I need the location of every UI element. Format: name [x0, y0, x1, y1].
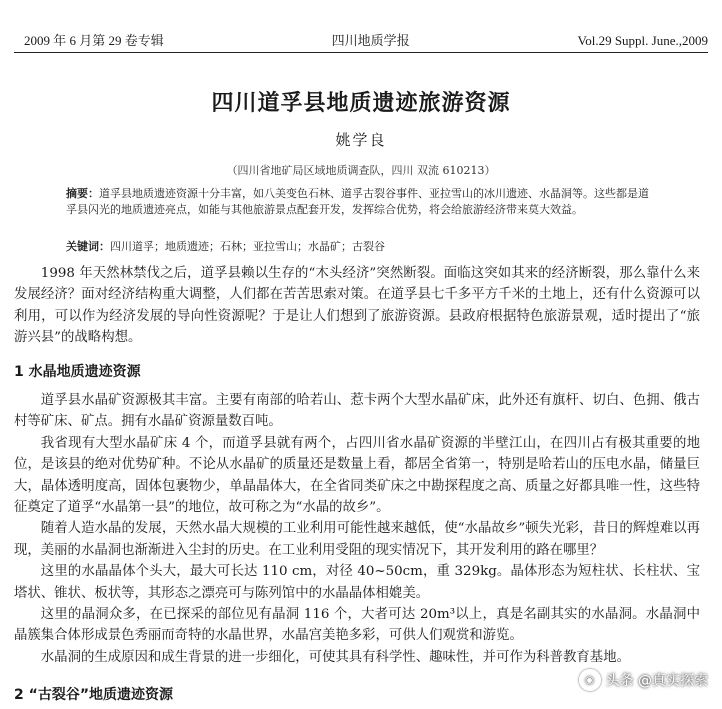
- section-2-heading: 2 “古裂谷”地质遗迹资源: [14, 687, 174, 703]
- article-title: 四川道孚县地质遗迹旅游资源: [211, 91, 511, 116]
- section-1-heading: 1 水晶地质遗迹资源: [14, 364, 141, 380]
- keywords-text: 四川道孚；地质遗迹；石林；亚拉雪山；水晶矿；古裂谷: [110, 240, 385, 253]
- abstract: [66, 186, 656, 218]
- section-1-paragraph: 这里的水晶晶体个头大，最大可长达 110 cm，对径 40~50cm，重 329kg。晶体形态为短柱状、长柱状、宝塔状、锥状、板状等，其形态之漂亮可与陈列馆中的水晶晶体相媲美。: [14, 564, 700, 601]
- header-journal: 四川地质学报: [331, 33, 410, 48]
- abstract-label: 摘要：: [66, 187, 99, 200]
- abstract-text: 道孚县地质遗迹资源十分丰富，如八美变色石林、道孚古裂谷事件、亚拉雪山的冰川遗迹、水晶洞等。这些都是道孚县闪光的地质遗迹亮点，如能与其他旅游景点配套开发，发挥综合优势，将会给旅游经济带来莫大效益。: [66, 187, 649, 216]
- header-rule: [14, 52, 708, 53]
- header-issue: 2009 年 6 月第 29 卷专辑: [24, 33, 164, 48]
- section-1-body: [14, 390, 700, 668]
- article-affiliation: （四川省地矿局区域地质调查队，四川 双流 610213）: [226, 164, 496, 177]
- keywords: [66, 238, 656, 254]
- watermark: [579, 669, 708, 691]
- section-1-paragraph: 这里的晶洞众多，在已探采的部位见有晶洞 116 个，大者可达 20m³以上，真是名副其实的水晶洞。水晶洞中晶簇集合体形成景色秀丽而奇特的水晶世界，水晶宫美艳多彩，可供人们观赏和游览。: [14, 607, 700, 644]
- intro-paragraph-block: [14, 263, 700, 349]
- running-header: [14, 30, 708, 49]
- header-volume: Vol.29 Suppl. June.,2009: [577, 33, 708, 48]
- keywords-label: 关键词：: [66, 240, 110, 253]
- section-1-paragraph: 水晶洞的生成原因和成生背景的进一步细化，可使其具有科学性、趣味性，并可作为科普教育基地。: [40, 649, 630, 665]
- camera-icon: ◉: [579, 669, 601, 691]
- intro-paragraph: 1998 年天然林禁伐之后，道孚县赖以生存的“木头经济”突然断裂。面临这突如其来的经济断裂，那么靠什么来发展经济？面对经济结构重大调整，人们都在苦苦思索对策。在道孚县七千多平方千米的土地上，还有什么资源可以利用，可以作为经济发展的导向性资源呢？于是让人们想到了旅游资源。县政府根据特色旅游景观，适时提出了“旅游兴县”的战略构想。: [14, 266, 700, 346]
- watermark-text: 头条 @真实探索: [605, 673, 708, 689]
- section-1-paragraph: 我省现有大型水晶矿床 4 个，而道孚县就有两个，占四川省水晶矿资源的半壁江山，在四川占有极其重要的地位，是该县的绝对优势矿种。不论从水晶矿的质量还是数量上看，都居全省第一，特别是哈若山的压电水晶，储量巨大，晶体透明度高，固体包裹物少，单晶晶体大，在全省同类矿床之中勘探程度之高、质量之好都具唯一性，这些特征奠定了道孚“水晶第一县”的地位，故可称之为“水晶的故乡”。: [14, 435, 700, 516]
- section-1-paragraph: 道孚县水晶矿资源极其丰富。主要有南部的哈若山、惹卡两个大型水晶矿床，此外还有旗杆、切白、色拥、俄古村等矿床、矿点。拥有水晶矿资源量数百吨。: [14, 393, 700, 430]
- section-1-paragraph: 随着人造水晶的发展，天然水晶大规模的工业利用可能性越来越低，使“水晶故乡”顿失光彩，昔日的辉煌难以再现，美丽的水晶洞也渐渐进入尘封的历史。在工业利用受阻的现实情况下，其开发利用的路在哪里？: [14, 521, 700, 558]
- article-author: 姚学良: [335, 131, 387, 149]
